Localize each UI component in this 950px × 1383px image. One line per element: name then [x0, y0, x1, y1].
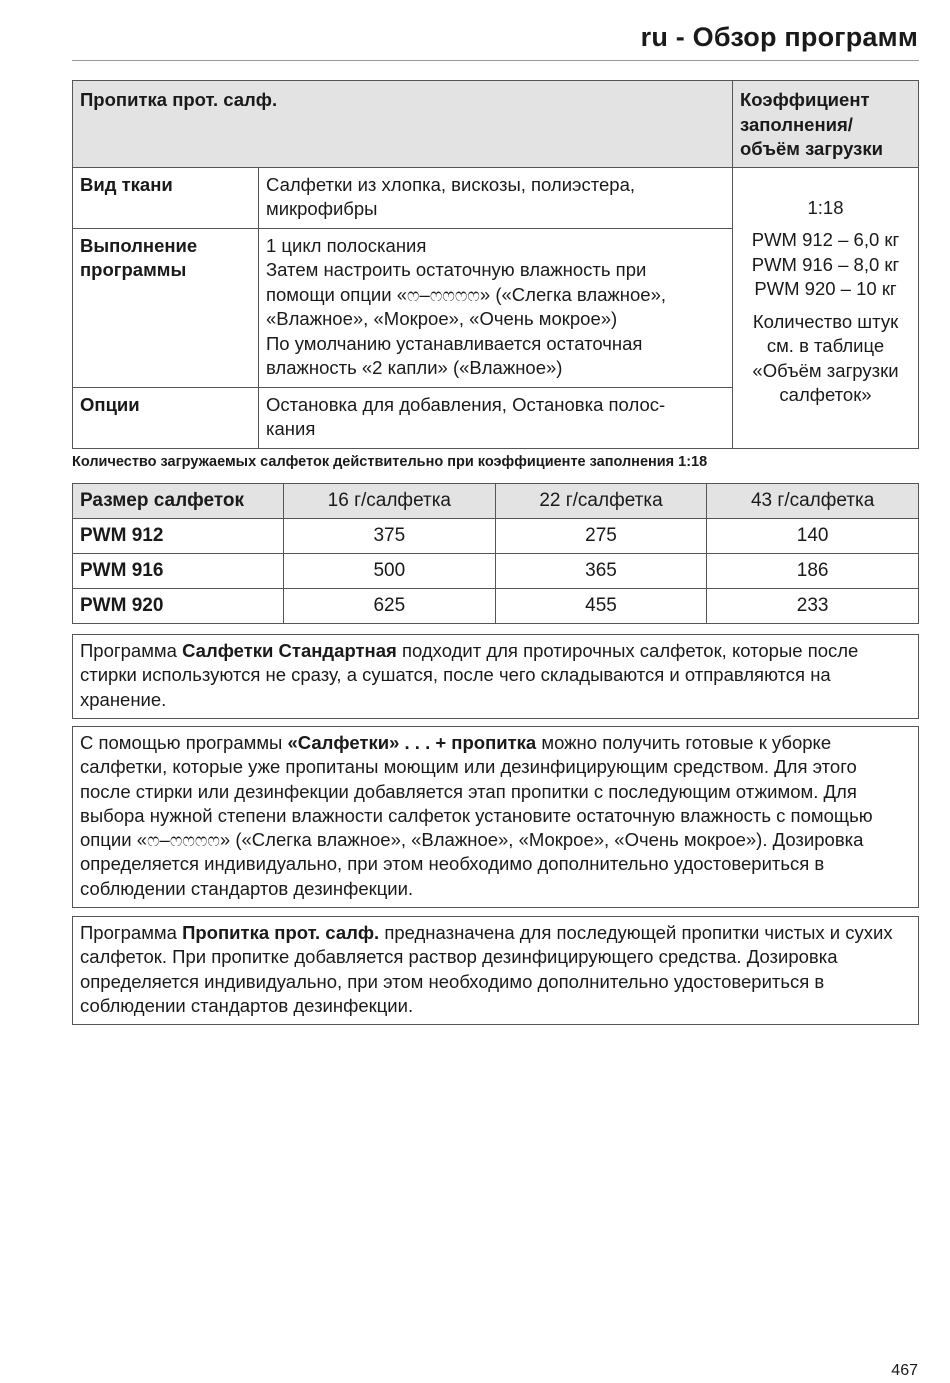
program-table-header-row — [73, 81, 919, 168]
model-name: PWM 916 — [73, 554, 284, 589]
row-value-options: Остановка для добавления, Остановка полос- кания — [259, 387, 733, 448]
page-number: 467 — [891, 1362, 918, 1379]
coef-header: Коэффициент заполнения/ объём загрузки — [733, 81, 919, 168]
note-program-name: Пропитка прот. салф. — [182, 922, 380, 943]
size-table-caption: Количество загружаемых салфеток действительно при коэффициенте заполнения 1:18 — [72, 454, 708, 470]
table-cell: 625 — [284, 589, 496, 624]
header-divider — [72, 60, 919, 61]
column-header: 43 г/салфетка — [707, 484, 919, 519]
table-row — [73, 519, 919, 554]
table-cell: 455 — [495, 589, 707, 624]
program-name: Пропитка прот. салф. — [73, 81, 733, 168]
row-label-execution: Выполнение программы — [73, 228, 259, 387]
row-value-execution: 1 цикл полоскания Затем настроить остаточную влажность при помощи опции «ෆ–ෆෆෆෆ» («Слегка влажное», «Влажное», «Мокрое», «Очень мокрое») По умолчанию устанавливается остаточная влажность «2 капли» («Влажное») — [259, 228, 733, 387]
note-text: подходит для протирочных салфеток, которые после стирки используются не сразу, а сушатся, после чего складываются и отправляются на хранение. — [80, 640, 859, 710]
table-row — [73, 554, 919, 589]
column-header: 16 г/салфетка — [284, 484, 496, 519]
note-text: можно получить готовые к уборке салфетки, которые уже пропитаны моющим или дезинфицирующим средством. Для этого после стирки или дезинфекции добавляется этап пропитки с последующим отжимом. Для выбора нужной степени влажности салфеток установите остаточную влажность с помощью опции «ෆ–ෆෆෆෆ» («Слегка влажное», «Влажное», «Мокрое», «Очень мокрое»). Дозировка определяется индивидуально, при этом необходимо дополнительно удостовериться в соблюдении стандартов дезинфекции. — [80, 732, 873, 899]
coef-ratio: 1:18 — [807, 196, 844, 218]
column-header: 22 г/салфетка — [495, 484, 707, 519]
note-napkins-impregnation — [72, 726, 919, 908]
note-impregnation-program — [72, 916, 919, 1025]
note-text: С помощью программы — [80, 732, 288, 753]
row-label-options: Опции — [73, 387, 259, 448]
table-cell: 140 — [707, 519, 919, 554]
row-value-fabric: Салфетки из хлопка, вискозы, полиэстера, микрофибры — [259, 167, 733, 228]
page-title: ru - Обзор программ — [640, 22, 918, 52]
row-label-fabric: Вид ткани — [73, 167, 259, 228]
table-cell: 275 — [495, 519, 707, 554]
note-text: предназначена для последующей пропитки чистых и сухих салфеток. При пропитке добавляется раствор дезинфицирующего средства. Дозировка определяется индивидуально, при этом необходимо дополнительно удостовериться в соблюдении стандартов дезинфекции. — [80, 922, 893, 1016]
note-program-name: Салфетки Стандартная — [182, 640, 397, 661]
note-text: Программа — [80, 640, 183, 661]
size-table-header-row — [73, 484, 919, 519]
table-row — [73, 167, 919, 228]
table-cell: 233 — [707, 589, 919, 624]
coef-loads: PWM 912 – 6,0 кг PWM 916 – 8,0 кг PWM 920 – 10 кг — [751, 229, 900, 299]
model-name: PWM 912 — [73, 519, 284, 554]
note-standard-napkins — [72, 634, 919, 719]
column-header: Размер салфеток — [73, 484, 284, 519]
table-cell: 500 — [284, 554, 496, 589]
note-text: Программа — [80, 922, 183, 943]
coef-cell — [733, 167, 919, 448]
napkin-size-table — [72, 483, 919, 624]
model-name: PWM 920 — [73, 589, 284, 624]
note-program-name: «Салфетки» . . . + пропитка — [287, 732, 537, 753]
table-cell: 365 — [495, 554, 707, 589]
program-table — [72, 80, 919, 449]
table-row — [73, 589, 919, 624]
table-cell: 375 — [284, 519, 496, 554]
table-cell: 186 — [707, 554, 919, 589]
coef-note: Количество штук см. в таблице «Объём загрузки салфеток» — [752, 310, 899, 405]
